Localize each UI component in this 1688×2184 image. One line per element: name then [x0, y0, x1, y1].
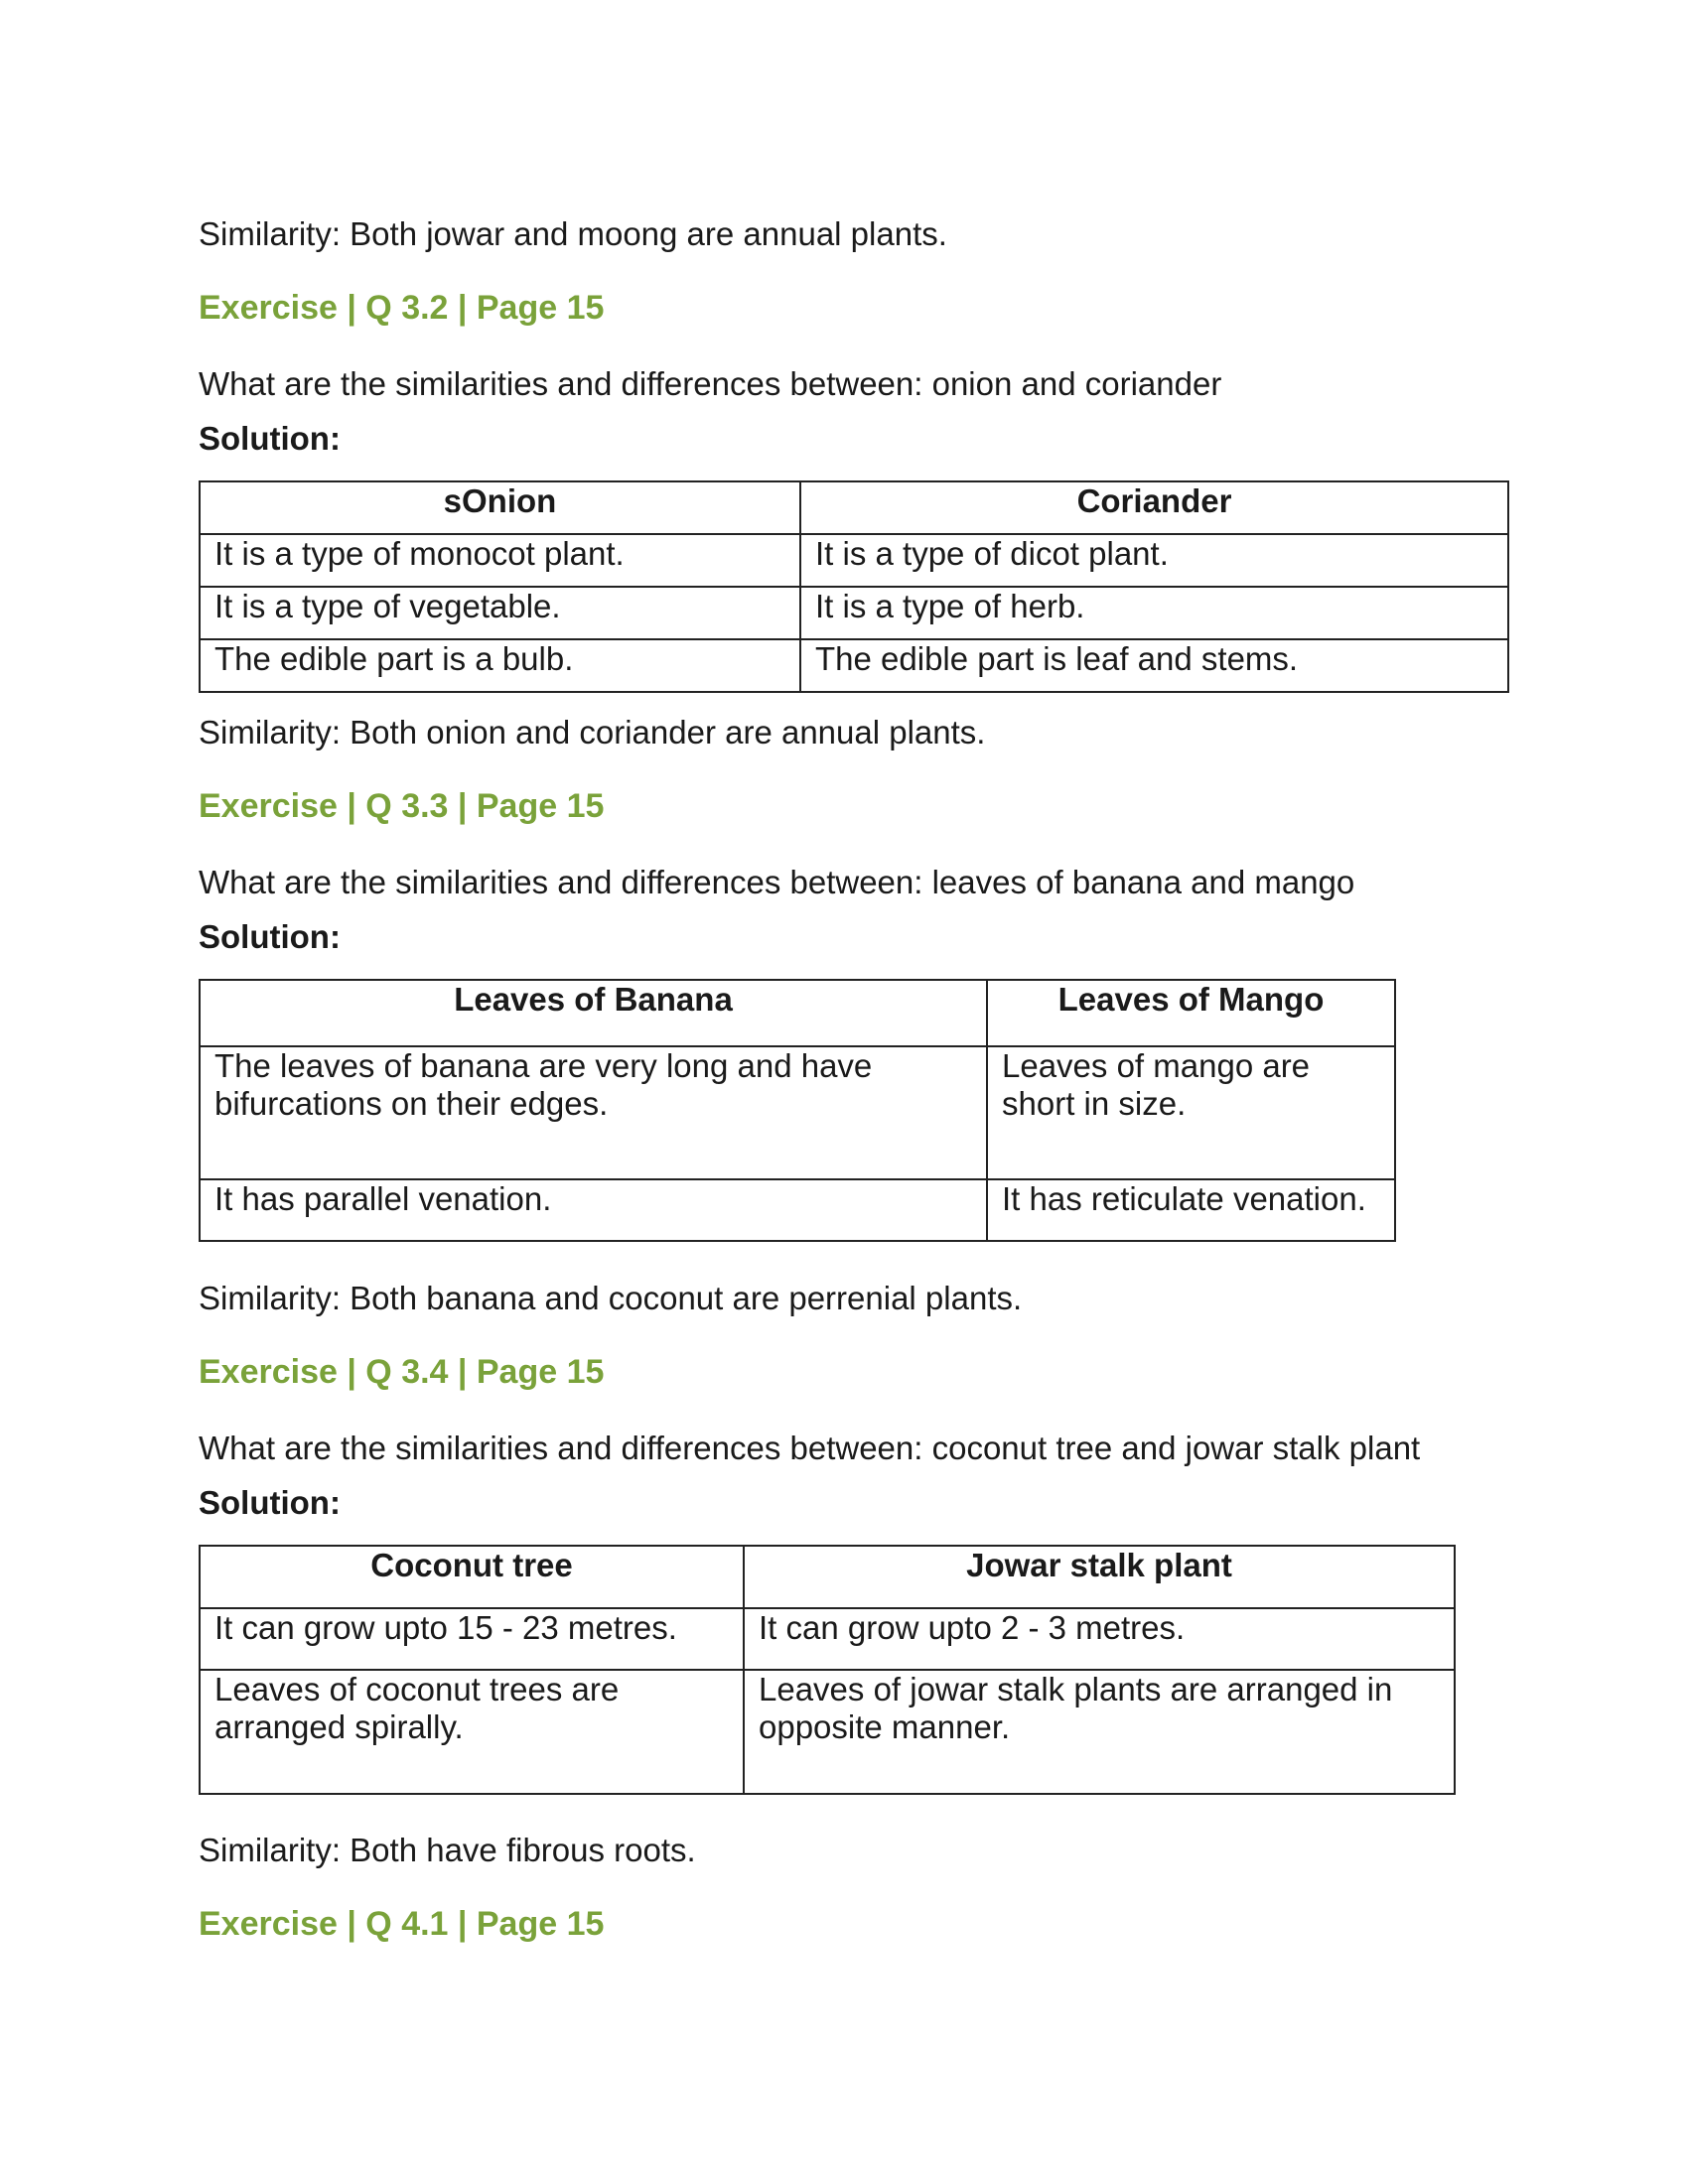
table-row — [200, 1046, 1395, 1179]
question-text-q3-4: What are the similarities and differences between: coconut tree and jowar stalk plant — [199, 1430, 1421, 1466]
table-cell: It is a type of herb. — [800, 587, 1508, 639]
exercise-heading-q3-4 — [199, 1352, 604, 1392]
table-cell: The edible part is a bulb. — [200, 639, 800, 692]
table-row — [200, 1608, 1455, 1670]
table-header-cell: Coriander — [800, 481, 1508, 534]
table-row — [200, 1179, 1395, 1241]
table-row — [200, 1670, 1455, 1794]
table-header-row — [200, 481, 1508, 534]
table-row — [200, 534, 1508, 587]
exercise-heading-q4-1 — [199, 1904, 604, 1944]
table-header-cell: Leaves of Banana — [200, 980, 987, 1046]
comparison-table-banana-mango — [199, 979, 1396, 1242]
exercise-heading-text: Exercise | Q 3.3 | Page 15 — [199, 787, 605, 825]
table-cell: The edible part is leaf and stems. — [800, 639, 1508, 692]
table-row — [200, 639, 1508, 692]
table-header-cell: Coconut tree — [200, 1546, 744, 1608]
solution-label: Solution: — [199, 918, 341, 955]
exercise-heading-text: Exercise | Q 4.1 | Page 15 — [199, 1905, 605, 1943]
table-cell: It can grow upto 15 - 23 metres. — [200, 1608, 744, 1670]
table-row — [200, 587, 1508, 639]
exercise-heading-text: Exercise | Q 3.4 | Page 15 — [199, 1353, 605, 1391]
exercise-heading-q3-3 — [199, 786, 604, 826]
table-header-cell: Leaves of Mango — [987, 980, 1395, 1046]
table-cell: It is a type of dicot plant. — [800, 534, 1508, 587]
table-cell: Leaves of coconut trees are arranged spirally. — [200, 1670, 744, 1794]
table-cell: Leaves of mango are short in size. — [987, 1046, 1395, 1179]
solution-label: Solution: — [199, 420, 341, 457]
similarity-text-banana-coconut: Similarity: Both banana and coconut are perrenial plants. — [199, 1280, 1023, 1316]
similarity-text-onion-coriander: Similarity: Both onion and coriander are annual plants. — [199, 714, 986, 751]
similarity-text-jowar-moong: Similarity: Both jowar and moong are annual plants. — [199, 215, 947, 252]
table-header-cell: sOnion — [200, 481, 800, 534]
table-cell: It is a type of monocot plant. — [200, 534, 800, 587]
table-cell: It can grow upto 2 - 3 metres. — [744, 1608, 1455, 1670]
table-cell: It is a type of vegetable. — [200, 587, 800, 639]
question-text-q3-3: What are the similarities and differences between: leaves of banana and mango — [199, 864, 1355, 900]
table-cell: It has reticulate venation. — [987, 1179, 1395, 1241]
table-cell: It has parallel venation. — [200, 1179, 987, 1241]
comparison-table-coconut-jowar — [199, 1545, 1456, 1795]
exercise-heading-q3-2 — [199, 288, 604, 328]
solution-label: Solution: — [199, 1484, 341, 1521]
similarity-text-fibrous-roots: Similarity: Both have fibrous roots. — [199, 1832, 696, 1868]
exercise-heading-text: Exercise | Q 3.2 | Page 15 — [199, 289, 605, 327]
table-header-row — [200, 1546, 1455, 1608]
question-text-q3-2: What are the similarities and differences between: onion and coriander — [199, 365, 1222, 402]
table-header-row — [200, 980, 1395, 1046]
table-header-cell: Jowar stalk plant — [744, 1546, 1455, 1608]
table-cell: The leaves of banana are very long and have bifurcations on their edges. — [200, 1046, 987, 1179]
comparison-table-onion-coriander — [199, 480, 1509, 693]
table-cell: Leaves of jowar stalk plants are arranged in opposite manner. — [744, 1670, 1455, 1794]
